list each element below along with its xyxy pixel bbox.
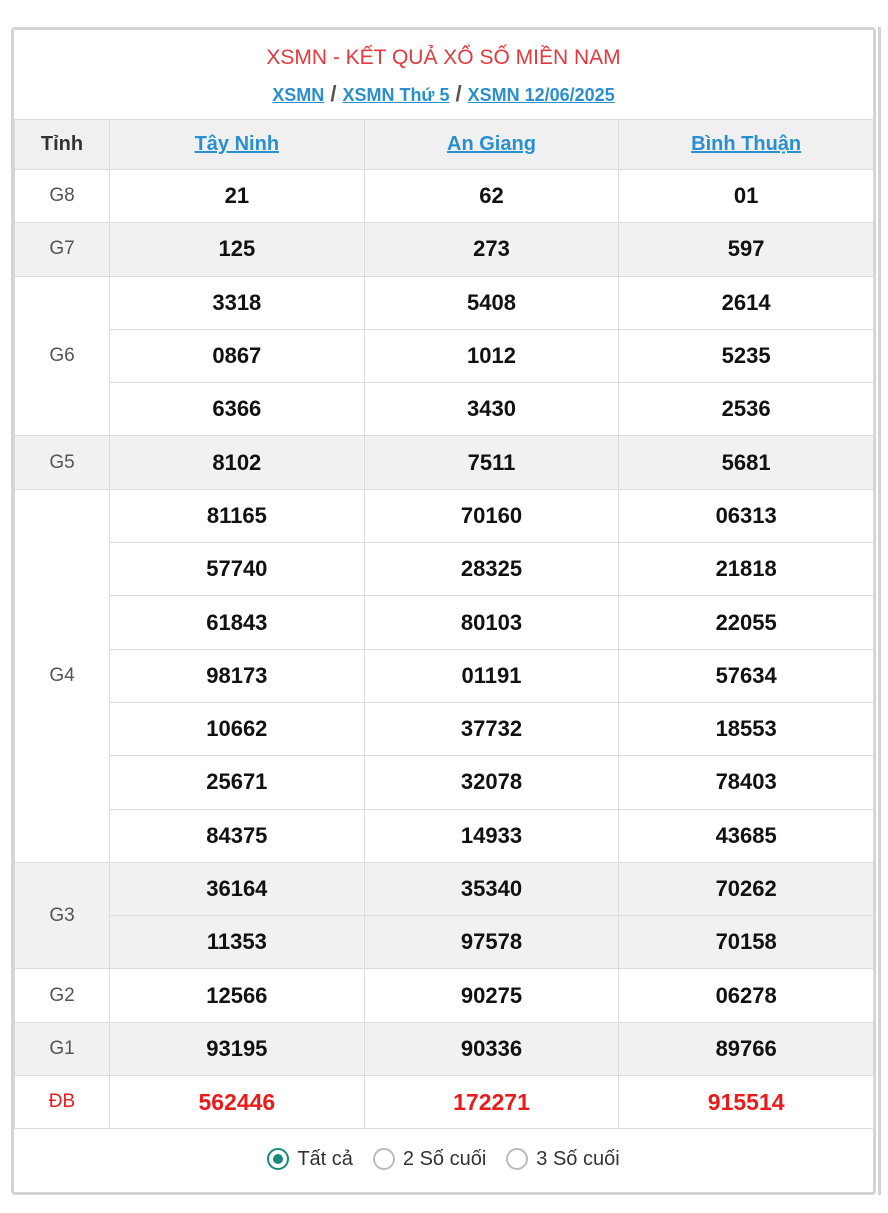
prize-number: 32078: [364, 756, 619, 809]
prize-label: G1: [15, 1022, 110, 1075]
table-row: [15, 649, 874, 702]
breadcrumb-link-xsmn[interactable]: XSMN: [272, 85, 325, 105]
page-title: XSMN - KẾT QUẢ XỔ SỐ MIỀN NAM: [266, 46, 621, 69]
prize-number: 06313: [619, 489, 874, 542]
column-header-tay-ninh: [110, 120, 365, 170]
table-row: [15, 436, 874, 489]
table-row: [15, 223, 874, 276]
breadcrumb-separator: /: [455, 81, 462, 106]
breadcrumb-separator: /: [330, 81, 337, 106]
prize-number: 562446: [110, 1076, 365, 1129]
results-card: [11, 27, 876, 1195]
filter-option-label: 2 Số cuối: [402, 1147, 487, 1170]
prize-label: G6: [15, 276, 110, 436]
radio-selected-icon[interactable]: [267, 1148, 289, 1170]
prize-number: 89766: [619, 1022, 874, 1075]
prize-label: G8: [15, 170, 110, 223]
prize-number: 172271: [364, 1076, 619, 1129]
prize-number: 28325: [364, 543, 619, 596]
table-row: [15, 383, 874, 436]
prize-number: 93195: [110, 1022, 365, 1075]
province-link-binh-thuan[interactable]: Bình Thuận: [691, 133, 802, 155]
filter-option-last-2[interactable]: [373, 1148, 486, 1171]
prize-number: 2614: [619, 276, 874, 329]
results-table: [14, 119, 874, 1129]
table-row: [15, 170, 874, 223]
table-row: [15, 1076, 874, 1129]
filter-option-label: Tất cả: [297, 1147, 353, 1170]
prize-number: 5681: [619, 436, 874, 489]
table-row: [15, 969, 874, 1022]
prize-number: 11353: [110, 916, 365, 969]
prize-number: 5408: [364, 276, 619, 329]
results-body: [15, 170, 874, 1129]
table-row: [15, 489, 874, 542]
province-link-tay-ninh[interactable]: Tây Ninh: [194, 133, 280, 155]
prize-number: 18553: [619, 702, 874, 755]
table-header-row: [15, 120, 874, 170]
table-row: [15, 702, 874, 755]
table-row: [15, 862, 874, 915]
table-row: [15, 1022, 874, 1075]
prize-number: 36164: [110, 862, 365, 915]
table-row: [15, 276, 874, 329]
prize-number: 37732: [364, 702, 619, 755]
prize-number: 8102: [110, 436, 365, 489]
prize-number: 12566: [110, 969, 365, 1022]
table-row: [15, 596, 874, 649]
prize-number: 7511: [364, 436, 619, 489]
breadcrumb-link-date[interactable]: XSMN 12/06/2025: [467, 85, 615, 105]
prize-number: 35340: [364, 862, 619, 915]
prize-label: G3: [15, 862, 110, 969]
table-row: [15, 756, 874, 809]
prize-number: 2536: [619, 383, 874, 436]
province-link-an-giang[interactable]: An Giang: [447, 133, 536, 155]
column-header-province: Tỉnh: [15, 120, 110, 170]
prize-number: 90275: [364, 969, 619, 1022]
table-row: [15, 916, 874, 969]
prize-number: 3430: [364, 383, 619, 436]
scrollbar[interactable]: [878, 27, 888, 1195]
table-row: [15, 543, 874, 596]
prize-number: 98173: [110, 649, 365, 702]
prize-number: 70262: [619, 862, 874, 915]
prize-number: 81165: [110, 489, 365, 542]
prize-label: G7: [15, 223, 110, 276]
prize-number: 915514: [619, 1076, 874, 1129]
prize-number: 57740: [110, 543, 365, 596]
prize-number: 125: [110, 223, 365, 276]
prize-number: 90336: [364, 1022, 619, 1075]
prize-number: 80103: [364, 596, 619, 649]
prize-number: 61843: [110, 596, 365, 649]
prize-number: 70158: [619, 916, 874, 969]
prize-number: 21: [110, 170, 365, 223]
prize-label: G2: [15, 969, 110, 1022]
prize-number: 06278: [619, 969, 874, 1022]
radio-unselected-icon[interactable]: [373, 1148, 395, 1170]
prize-number: 84375: [110, 809, 365, 862]
table-row: [15, 329, 874, 382]
prize-number: 43685: [619, 809, 874, 862]
prize-label: ĐB: [15, 1076, 110, 1129]
prize-number: 01191: [364, 649, 619, 702]
prize-number: 62: [364, 170, 619, 223]
prize-number: 1012: [364, 329, 619, 382]
prize-number: 25671: [110, 756, 365, 809]
prize-number: 70160: [364, 489, 619, 542]
prize-number: 22055: [619, 596, 874, 649]
prize-number: 01: [619, 170, 874, 223]
prize-number: 14933: [364, 809, 619, 862]
breadcrumb: [14, 82, 873, 107]
results-header: [14, 30, 873, 119]
filter-option-all[interactable]: [267, 1148, 353, 1171]
breadcrumb-link-weekday[interactable]: XSMN Thứ 5: [342, 85, 450, 105]
prize-label: G5: [15, 436, 110, 489]
filter-option-label: 3 Số cuối: [536, 1147, 620, 1170]
prize-number: 57634: [619, 649, 874, 702]
prize-number: 78403: [619, 756, 874, 809]
table-row: [15, 809, 874, 862]
prize-number: 10662: [110, 702, 365, 755]
filter-option-last-3[interactable]: [506, 1148, 619, 1171]
prize-number: 6366: [110, 383, 365, 436]
prize-number: 0867: [110, 329, 365, 382]
digit-filter: [14, 1129, 873, 1189]
radio-unselected-icon[interactable]: [506, 1148, 528, 1170]
prize-number: 3318: [110, 276, 365, 329]
prize-label: G4: [15, 489, 110, 862]
prize-number: 21818: [619, 543, 874, 596]
prize-number: 5235: [619, 329, 874, 382]
column-header-binh-thuan: [619, 120, 874, 170]
prize-number: 597: [619, 223, 874, 276]
prize-number: 97578: [364, 916, 619, 969]
column-header-an-giang: [364, 120, 619, 170]
prize-number: 273: [364, 223, 619, 276]
